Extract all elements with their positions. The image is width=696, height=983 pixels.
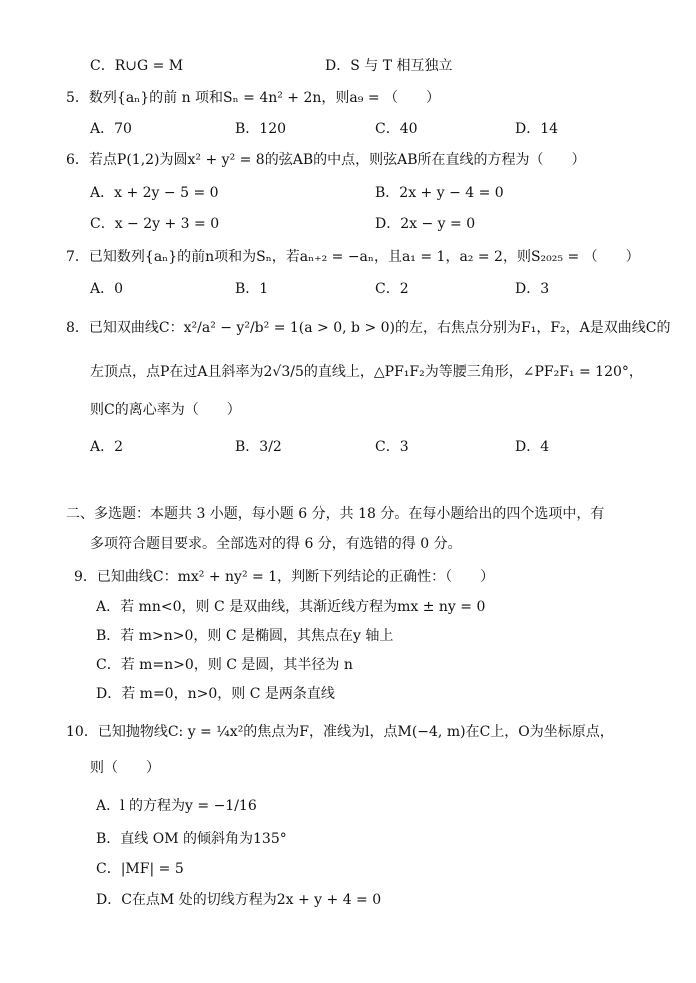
q8-option-b: B．3/2 bbox=[235, 439, 282, 455]
q8-stem-line1: 8．已知双曲线C：x²/a² − y²/b² = 1(a > 0, b > 0)的左，右焦点分别为F₁，F₂，A是双曲线C的 bbox=[66, 320, 671, 336]
q6-option-c: C．x − 2y + 3 = 0 bbox=[90, 216, 220, 232]
q7-option-c: C．2 bbox=[375, 281, 409, 297]
q9-option-b: B．若 m>n>0，则 C 是椭圆，其焦点在y 轴上 bbox=[96, 628, 394, 644]
q10-option-c: C．|MF| = 5 bbox=[96, 861, 184, 877]
q4-option-c: C．R∪G = M bbox=[90, 58, 184, 74]
q5-stem: 5．数列{aₙ}的前 n 项和Sₙ = 4n² + 2n，则a₉ = （ ） bbox=[66, 90, 441, 106]
q5-option-c: C．40 bbox=[375, 121, 418, 137]
q4-option-d: D．S 与 T 相互独立 bbox=[325, 58, 453, 74]
section-2-heading-cont: 多项符合题目要求。全部选对的得 6 分，有选错的得 0 分。 bbox=[90, 536, 462, 552]
q8-option-d: D．4 bbox=[515, 439, 550, 455]
q10-option-a: A．l 的方程为y = −1/16 bbox=[96, 798, 257, 814]
q10-option-b: B．直线 OM 的倾斜角为135° bbox=[96, 831, 287, 847]
q7-option-b: B．1 bbox=[235, 281, 269, 297]
q8-option-c: C．3 bbox=[375, 439, 409, 455]
q10-option-d: D．C在点M 处的切线方程为2x + y + 4 = 0 bbox=[96, 892, 382, 908]
q6-option-d: D．2x − y = 0 bbox=[375, 216, 476, 232]
q9-option-a: A．若 mn<0，则 C 是双曲线，其渐近线方程为mx ± ny = 0 bbox=[96, 599, 486, 615]
q6-option-a: A．x + 2y − 5 = 0 bbox=[90, 185, 219, 201]
q8-option-a: A．2 bbox=[90, 439, 124, 455]
q10-stem-line1: 10．已知抛物线C: y = ¼x²的焦点为F，准线为l，点M(−4, m)在C上，O为坐标原点， bbox=[66, 724, 614, 740]
q7-option-a: A．0 bbox=[90, 281, 124, 297]
q6-stem: 6．若点P(1,2)为圆x² + y² = 8的弦AB的中点，则弦AB所在直线的方程为（ ） bbox=[66, 152, 586, 168]
q5-option-d: D．14 bbox=[515, 121, 559, 137]
q7-option-d: D．3 bbox=[515, 281, 550, 297]
q7-stem: 7．已知数列{aₙ}的前n项和为Sₙ，若aₙ₊₂ = −aₙ，且a₁ = 1，a₂ = 2，则S₂₀₂₅ = （ ） bbox=[66, 249, 640, 265]
q5-option-a: A．70 bbox=[90, 121, 132, 137]
q10-stem-line2: 则（ ） bbox=[90, 760, 160, 776]
q6-option-b: B．2x + y − 4 = 0 bbox=[375, 185, 504, 201]
q8-stem-line2: 左顶点，点P在过A且斜率为2√3/5的直线上，△PF₁F₂为等腰三角形，∠PF₂F₁ = 120°， bbox=[90, 364, 643, 380]
q5-option-b: B．120 bbox=[235, 121, 287, 137]
section-2-heading: 二、多选题：本题共 3 小题，每小题 6 分，共 18 分。在每小题给出的四个选项中，有 bbox=[66, 506, 605, 522]
q9-option-c: C．若 m=n>0，则 C 是圆，其半径为 n bbox=[96, 657, 353, 673]
q9-stem: 9．已知曲线C：mx² + ny² = 1，判断下列结论的正确性：（ ） bbox=[74, 569, 495, 585]
q9-option-d: D．若 m=0，n>0，则 C 是两条直线 bbox=[96, 686, 335, 702]
q8-stem-line3: 则C的离心率为（ ） bbox=[90, 402, 241, 418]
